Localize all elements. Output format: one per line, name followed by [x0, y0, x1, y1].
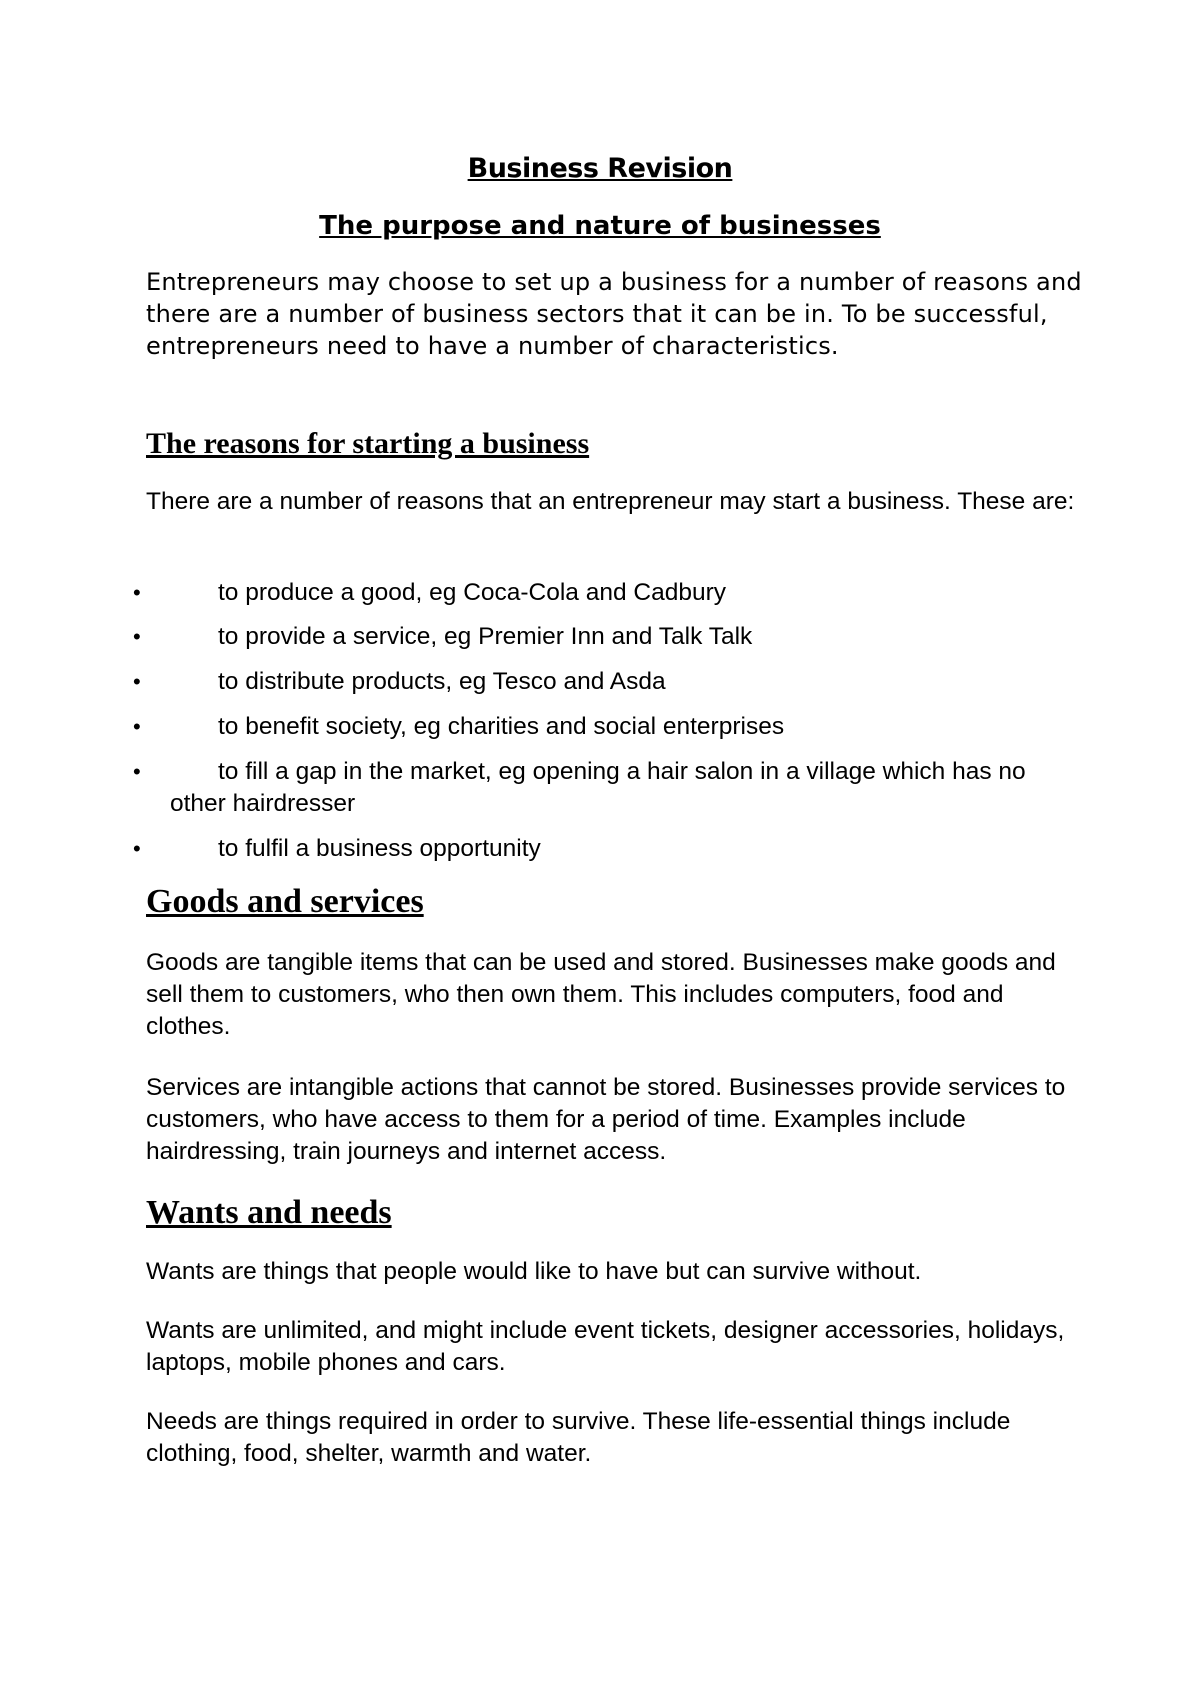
list-item	[0, 577, 1200, 621]
bullet-icon: •	[133, 759, 141, 784]
list-item	[0, 621, 1200, 666]
list-item	[0, 833, 1200, 873]
bullet-icon: •	[133, 836, 141, 861]
bullet-icon: •	[133, 714, 141, 739]
services-paragraph: Services are intangible actions that cannot be stored. Businesses provide services to customers, who have access to them for a period of time. Examples include hairdressing, train journeys and internet access.	[146, 1074, 1066, 1165]
list-item-text: to fulfil a business opportunity	[218, 835, 541, 862]
document-subtitle: The purpose and nature of businesses	[319, 211, 881, 241]
reasons-heading: The reasons for starting a business	[146, 427, 590, 460]
bullet-icon: •	[133, 669, 141, 694]
list-item-text: to benefit society, eg charities and social enterprises	[218, 713, 785, 740]
list-item-text: to produce a good, eg Coca-Cola and Cadbury	[218, 579, 727, 606]
list-item	[0, 711, 1200, 756]
wants-needs-heading: Wants and needs	[146, 1194, 392, 1231]
goods-paragraph: Goods are tangible items that can be used and stored. Businesses make goods and sell them to customers, who then own them. This includes computers, food and clothes.	[146, 949, 1056, 1040]
bullet-icon: •	[133, 580, 141, 605]
intro-paragraph: Entrepreneurs may choose to set up a business for a number of reasons and there are a number of business sectors that it can be in. To be successful, entrepreneurs need to have a number of characteristics.	[146, 268, 1082, 360]
list-item-text: to provide a service, eg Premier Inn and Talk Talk	[218, 623, 753, 650]
goods-services-heading: Goods and services	[146, 883, 424, 920]
list-item	[0, 756, 1200, 833]
list-item-text: to fill a gap in the market, eg opening a hair salon in a village which has no other hairdresser	[170, 758, 1026, 817]
wants-paragraph: Wants are things that people would like to have but can survive without.	[146, 1258, 922, 1285]
list-item-text: to distribute products, eg Tesco and Asda	[218, 668, 666, 695]
bullet-icon: •	[133, 624, 141, 649]
list-item	[0, 666, 1200, 711]
document-title: Business Revision	[467, 153, 733, 184]
reasons-bullet-list	[0, 577, 1200, 873]
needs-paragraph: Needs are things required in order to survive. These life-essential things include clothing, food, shelter, warmth and water.	[146, 1408, 1011, 1467]
reasons-lead-paragraph: There are a number of reasons that an entrepreneur may start a business. These are:	[146, 488, 1075, 515]
wants-examples-paragraph: Wants are unlimited, and might include event tickets, designer accessories, holidays, laptops, mobile phones and cars.	[146, 1317, 1065, 1376]
